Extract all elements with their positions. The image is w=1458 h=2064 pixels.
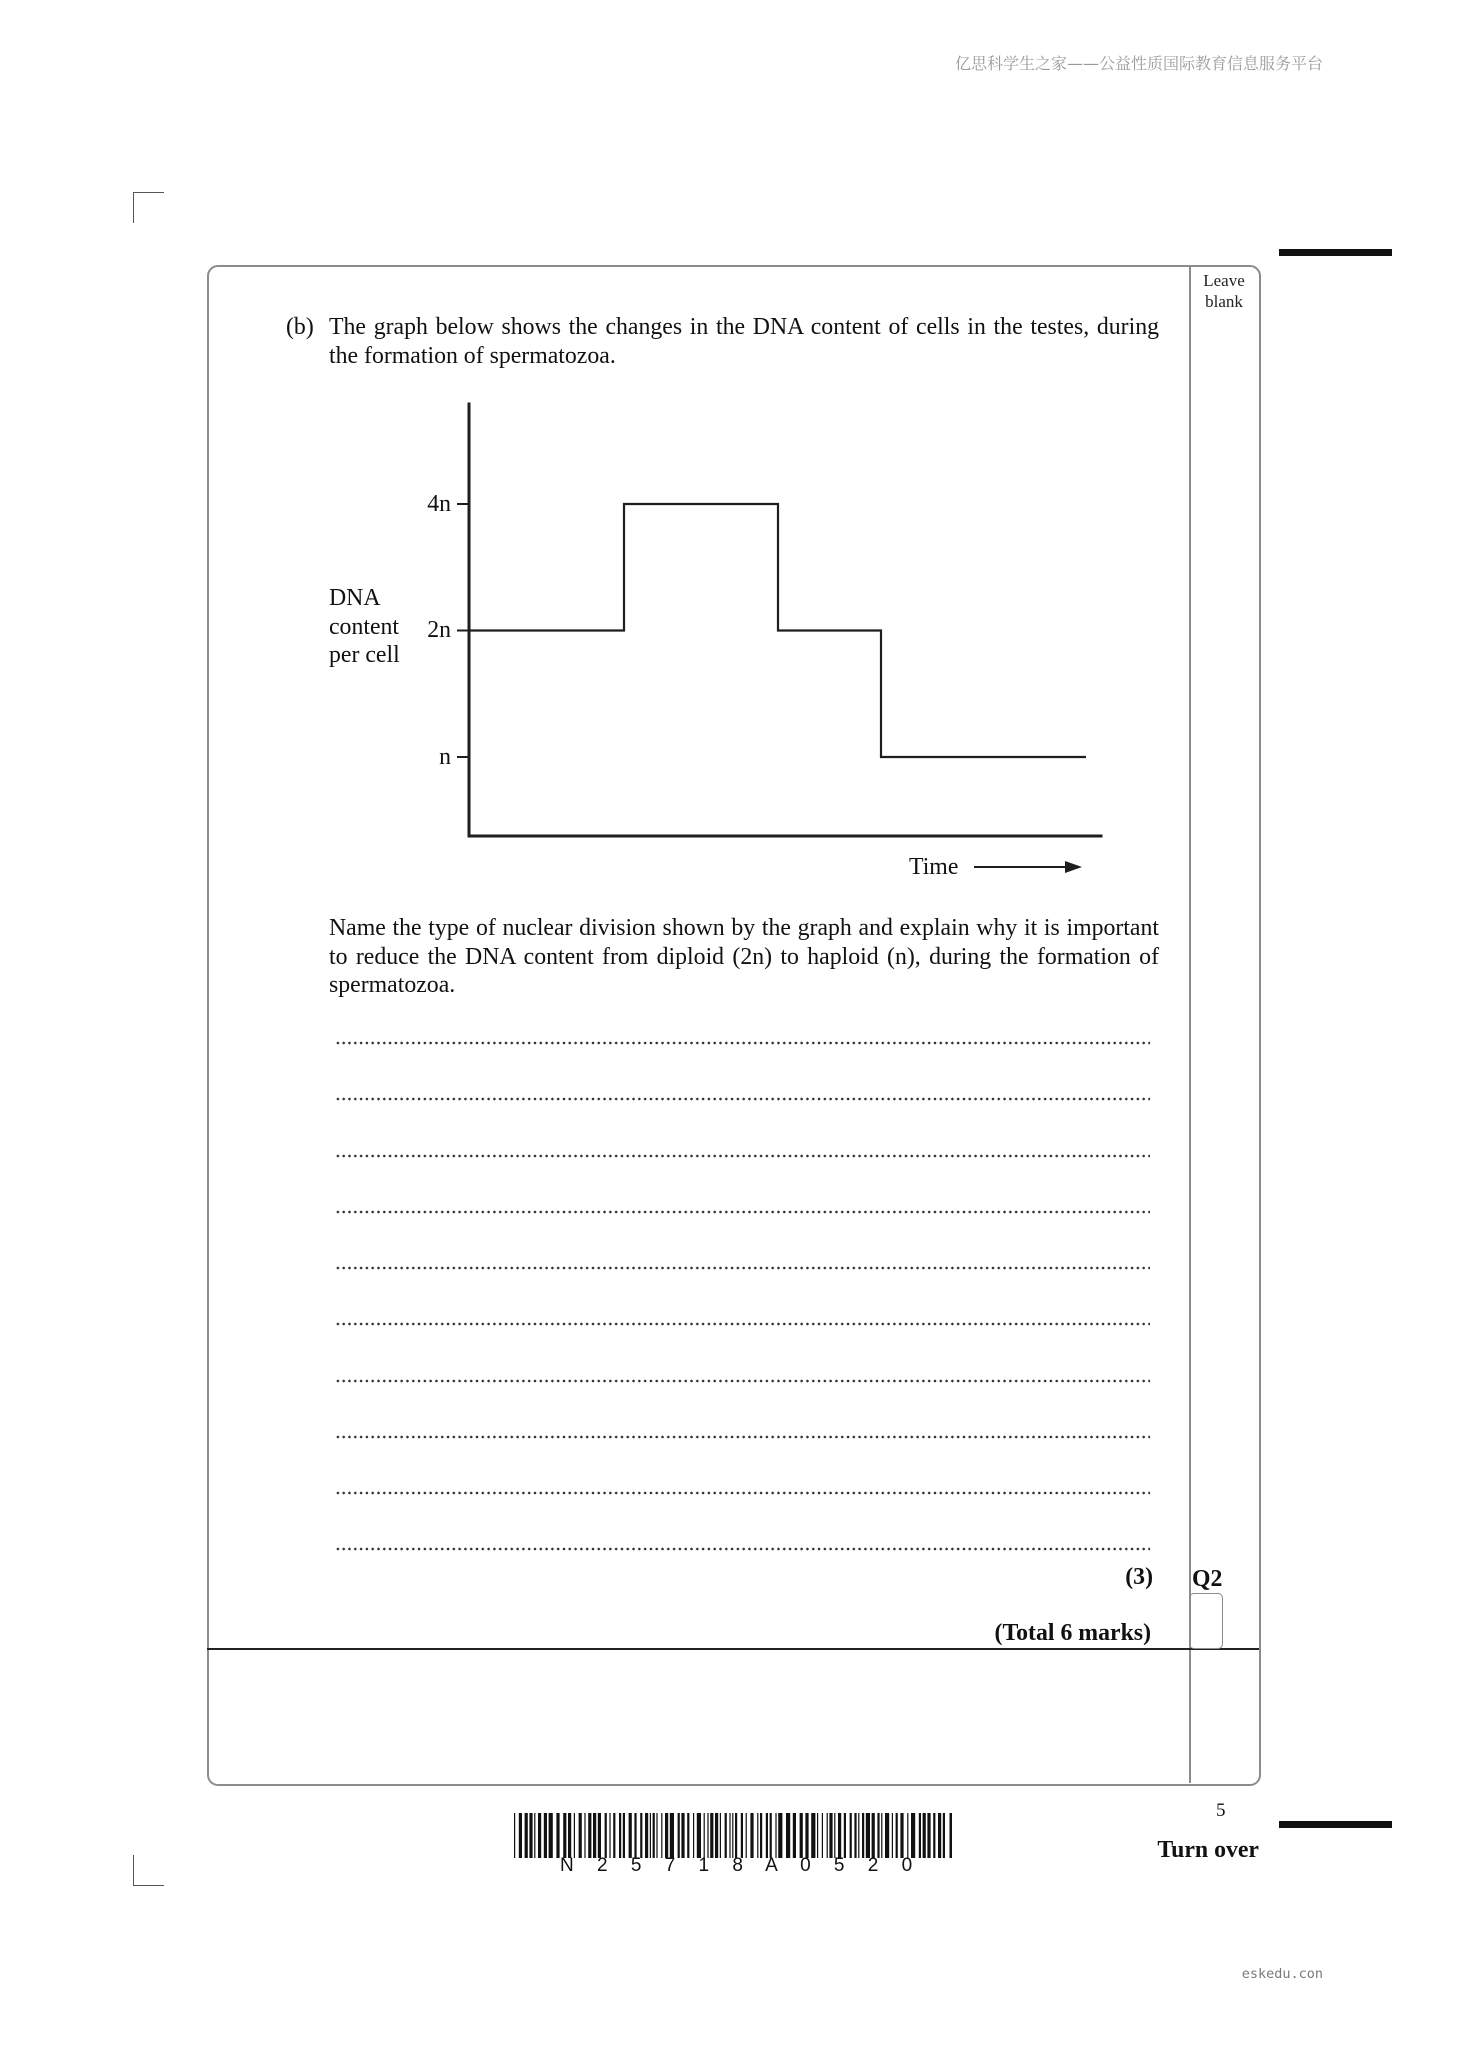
barcode-bar <box>588 1813 591 1858</box>
barcode-bar <box>862 1813 864 1858</box>
barcode-bar <box>534 1813 535 1858</box>
barcode-bar <box>793 1813 796 1858</box>
barcode-bar <box>786 1813 790 1858</box>
answer-line <box>335 1547 1150 1551</box>
part-marks: (3) <box>1125 1564 1153 1590</box>
barcode-text: N 2 5 7 1 8 A 0 5 2 0 <box>560 1855 913 1876</box>
barcode-bar <box>661 1813 662 1858</box>
y-axis-label-line: per cell <box>329 642 400 668</box>
answer-line <box>335 1097 1150 1101</box>
barcode-bar <box>574 1813 575 1858</box>
site-banner: 亿思科学生之家——公益性质国际教育信息服务平台 <box>954 54 1323 73</box>
barcode-bar <box>770 1813 772 1858</box>
turn-over-label: Turn over <box>1157 1837 1259 1863</box>
answer-line <box>335 1154 1150 1158</box>
examiner-mark-box <box>1189 1593 1223 1649</box>
barcode-bar <box>900 1813 903 1858</box>
answer-area <box>335 1041 1150 1604</box>
registration-bar-bottom <box>1279 1821 1392 1828</box>
answer-line <box>335 1210 1150 1214</box>
barcode-bar <box>640 1813 642 1858</box>
x-axis-label: Time <box>909 854 959 880</box>
barcode-bar <box>850 1813 852 1858</box>
crop-mark-top-left-vertical <box>133 192 134 223</box>
barcode <box>514 1813 952 1858</box>
barcode-bar <box>681 1813 684 1858</box>
barcode-bar <box>827 1813 828 1858</box>
barcode-bar <box>725 1813 727 1858</box>
barcode-bar <box>707 1813 708 1858</box>
barcode-bar <box>881 1813 882 1858</box>
question-end-rule <box>207 1648 1259 1650</box>
barcode-bar <box>834 1813 835 1858</box>
answer-line <box>335 1435 1150 1439</box>
barcode-bar <box>877 1813 879 1858</box>
barcode-bar <box>750 1813 753 1858</box>
barcode-bar <box>525 1813 528 1858</box>
barcode-bar <box>822 1813 823 1858</box>
barcode-bar <box>923 1813 926 1858</box>
watermark: eskedu.con <box>1241 1966 1323 1982</box>
barcode-bar <box>519 1813 522 1858</box>
barcode-bar <box>720 1813 721 1858</box>
y-tick-label-4n: 4n <box>427 490 451 517</box>
barcode-bar <box>593 1813 596 1858</box>
y-axis-label <box>329 584 400 670</box>
question-reference: Q2 <box>1192 1566 1223 1592</box>
barcode-bar <box>579 1813 582 1858</box>
crop-mark-bottom-left-vertical <box>133 1855 134 1886</box>
barcode-bar <box>645 1813 648 1858</box>
barcode-bar <box>885 1813 889 1858</box>
barcode-bar <box>858 1813 859 1858</box>
barcode-bar <box>670 1813 674 1858</box>
leave-blank-column-rule <box>1189 266 1191 1783</box>
barcode-bar <box>800 1813 803 1858</box>
barcode-bar <box>817 1813 818 1858</box>
y-tick-label-n: n <box>439 743 451 770</box>
barcode-bar <box>829 1813 832 1858</box>
question-prompt: Name the type of nuclear division shown by the graph and explain why it is important to reduce the DNA content from diploid (2n) to haploid (n), during the formation of spermatozoa. <box>329 915 1159 998</box>
barcode-bar <box>943 1813 945 1858</box>
barcode-bar <box>838 1813 841 1858</box>
barcode-bar <box>584 1813 585 1858</box>
part-label: (b) <box>286 314 314 340</box>
answer-line <box>335 1322 1150 1326</box>
barcode-bar <box>892 1813 893 1858</box>
barcode-bar <box>629 1813 632 1858</box>
barcode-bar <box>746 1813 747 1858</box>
barcode-bar <box>598 1813 601 1858</box>
answer-line <box>335 1041 1150 1045</box>
total-marks: (Total 6 marks) <box>994 1620 1151 1646</box>
y-axis-label-line: DNA <box>329 585 381 611</box>
barcode-bar <box>854 1813 856 1858</box>
barcode-bar <box>729 1813 730 1858</box>
barcode-bar <box>950 1813 953 1858</box>
barcode-bar <box>927 1813 930 1858</box>
barcode-bar <box>529 1813 532 1858</box>
barcode-bar <box>568 1813 571 1858</box>
barcode-bar <box>938 1813 941 1858</box>
barcode-bar <box>735 1813 737 1858</box>
barcode-bar <box>919 1813 921 1858</box>
answer-line <box>335 1266 1150 1270</box>
barcode-bar <box>544 1813 547 1858</box>
barcode-bar <box>619 1813 621 1858</box>
barcode-bar <box>538 1813 541 1858</box>
barcode-bar <box>811 1813 815 1858</box>
barcode-bar <box>665 1813 668 1858</box>
barcode-bar <box>872 1813 875 1858</box>
barcode-bar <box>556 1813 559 1858</box>
barcode-bar <box>514 1813 515 1858</box>
crop-mark-bottom-left-horizontal <box>133 1885 164 1886</box>
barcode-bar <box>866 1813 870 1858</box>
answer-line <box>335 1379 1150 1383</box>
page-number: 5 <box>1216 1800 1226 1821</box>
barcode-bar <box>563 1813 566 1858</box>
barcode-bar <box>693 1813 694 1858</box>
barcode-bar <box>732 1813 733 1858</box>
y-tick-label-2n: 2n <box>427 617 451 644</box>
barcode-bar <box>715 1813 718 1858</box>
barcode-bar <box>605 1813 607 1858</box>
barcode-bar <box>778 1813 782 1858</box>
barcode-bar <box>757 1813 758 1858</box>
barcode-bar <box>760 1813 762 1858</box>
answer-line <box>335 1491 1150 1495</box>
barcode-bar <box>766 1813 768 1858</box>
barcode-bar <box>697 1813 701 1858</box>
barcode-bar <box>844 1813 846 1858</box>
barcode-bar <box>653 1813 655 1858</box>
barcode-bar <box>656 1813 657 1858</box>
barcode-bar <box>678 1813 680 1858</box>
barcode-bar <box>549 1813 553 1858</box>
barcode-bar <box>933 1813 935 1858</box>
barcode-bar <box>805 1813 808 1858</box>
crop-mark-top-left-horizontal <box>133 192 164 193</box>
leave-blank-label: Leave blank <box>1203 271 1245 311</box>
barcode-bar <box>907 1813 908 1858</box>
barcode-bar <box>634 1813 636 1858</box>
barcode-bar <box>650 1813 651 1858</box>
barcode-bar <box>613 1813 615 1858</box>
barcode-bar <box>775 1813 776 1858</box>
barcode-bar <box>896 1813 898 1858</box>
registration-bar-top <box>1279 249 1392 256</box>
barcode-bar <box>741 1813 743 1858</box>
barcode-bar <box>704 1813 705 1858</box>
barcode-bar <box>710 1813 713 1858</box>
question-intro: The graph below shows the changes in the DNA content of cells in the testes, during the formation of spermatozoa. <box>329 314 1159 369</box>
barcode-bar <box>911 1813 915 1858</box>
y-axis-label-line: content <box>329 613 400 640</box>
barcode-bar <box>687 1813 689 1858</box>
barcode-bar <box>609 1813 610 1858</box>
barcode-bar <box>623 1813 625 1858</box>
